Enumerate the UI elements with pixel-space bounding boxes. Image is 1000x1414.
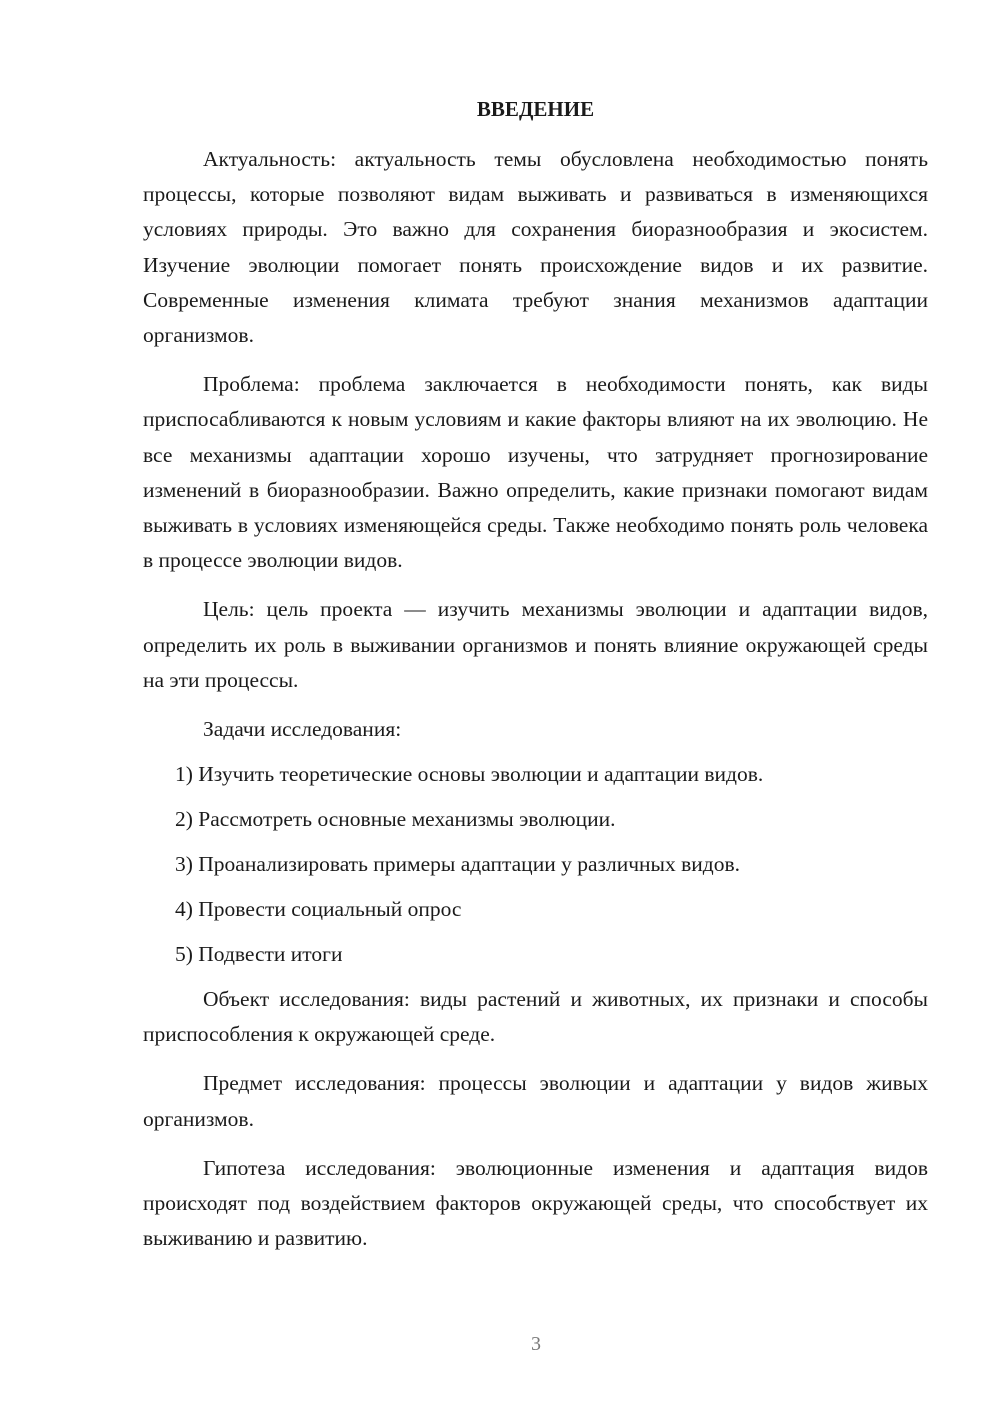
task-list	[143, 757, 928, 972]
task-item-1: 1) Изучить теоретические основы эволюции и адаптации видов.	[175, 762, 764, 787]
section-title: ВВЕДЕНИЕ	[476, 97, 595, 121]
object-paragraph: Объект исследования: виды растений и животных, их признаки и способы приспособления к окружающей среде.	[143, 987, 928, 1047]
problem-paragraph: Проблема: проблема заключается в необходимости понять, как виды приспосабливаются к новым условиям и какие факторы влияют на их эволюцию. Не все механизмы адаптации хорошо изучены, что затрудняет прогнозирование изменений в биоразнообразии. Важно определить, какие признаки помогают видам выживать в условиях изменяющейся среды. Также необходимо понять роль человека в процессе эволюции видов.	[143, 372, 928, 573]
subject-paragraph: Предмет исследования: процессы эволюции и адаптации у видов живых организмов.	[143, 1071, 928, 1131]
task-item-2: 2) Рассмотреть основные механизмы эволюции.	[175, 807, 616, 832]
page-number: 3	[531, 1333, 541, 1355]
task-item-4: 4) Провести социальный опрос	[175, 897, 462, 922]
task-item-5: 5) Подвести итоги	[175, 942, 343, 967]
document-page	[143, 92, 928, 1270]
tasks-label: Задачи исследования:	[203, 717, 402, 742]
goal-paragraph: Цель: цель проекта — изучить механизмы эволюции и адаптации видов, определить их роль в выживании организмов и понять влияние окружающей среды на эти процессы.	[143, 597, 928, 692]
relevance-paragraph: Актуальность: актуальность темы обусловлена необходимостью понять процессы, которые позволяют видам выживать и развиваться в изменяющихся условиях природы. Это важно для сохранения биоразнообразия и экосистем. Изучение эволюции помогает понять происхождение видов и их развитие. Современные изменения климата требуют знания механизмов адаптации организмов.	[143, 147, 928, 348]
hypothesis-paragraph: Гипотеза исследования: эволюционные изменения и адаптация видов происходят под воздействием факторов окружающей среды, что способствует их выживанию и развитию.	[143, 1155, 928, 1251]
task-item-3: 3) Проанализировать примеры адаптации у различных видов.	[175, 852, 740, 877]
